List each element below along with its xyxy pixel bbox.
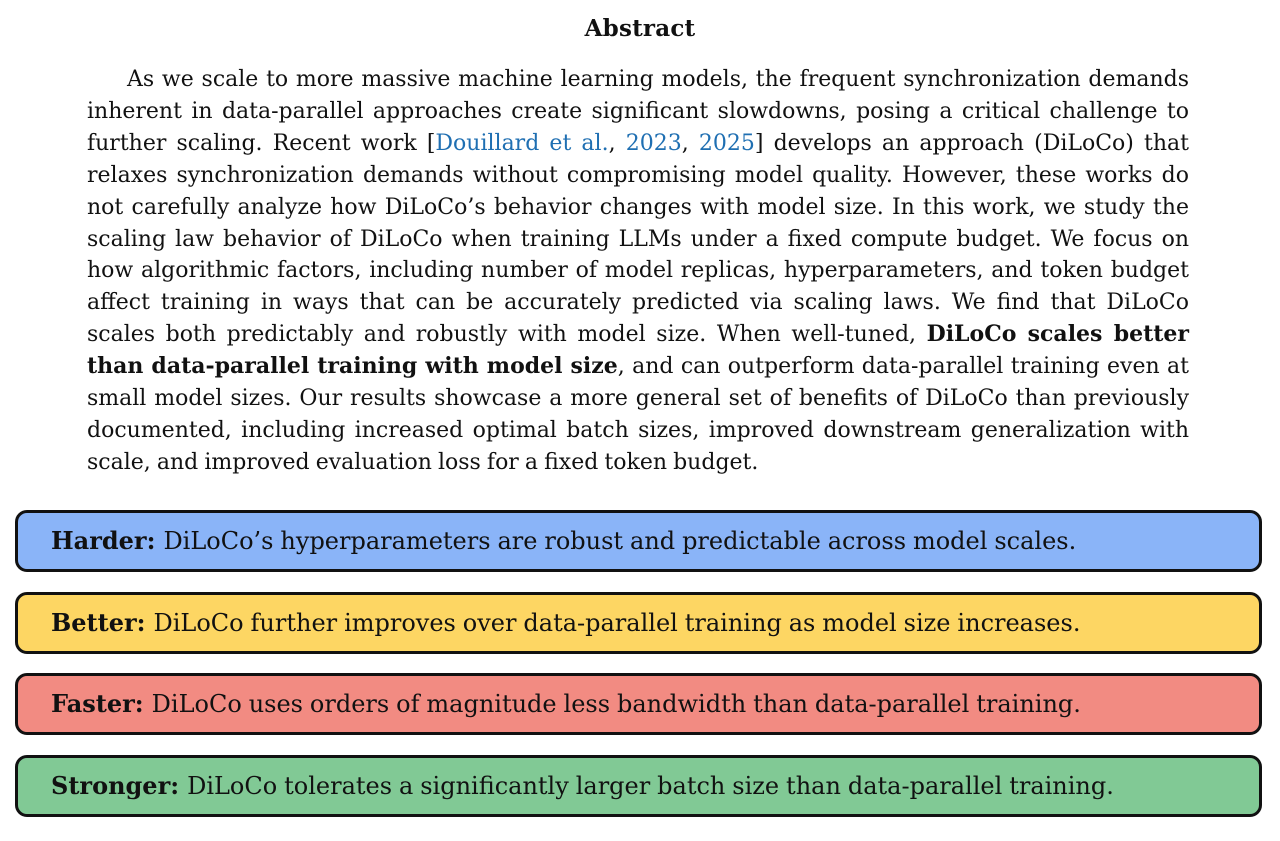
- abstract-text-part3: , and can outperform data-parallel training even at small model sizes. Our results showcase a more general set of benefits of DiLoCo than previously documented, including increased optimal batch sizes, improved downstream generalization with scale, and improved evaluation loss for a fixed token budget.: [87, 354, 1189, 475]
- citation-link-2023[interactable]: 2023: [625, 130, 682, 156]
- claim-box-faster: [15, 673, 1262, 735]
- abstract-text-part2: ] develops an approach (DiLoCo) that relaxes synchronization demands without compromising model quality. However, these works do not carefully analyze how DiLoCo’s behavior changes with model size. In this work, we study the scaling law behavior of DiLoCo when training LLMs under a fixed compute budget. We focus on how algorithmic factors, including number of model replicas, hyperparameters, and token budget affect training in ways that can be accurately predicted via scaling laws. We find that DiLoCo scales both predictably and robustly with model size. When well-tuned,: [87, 130, 1189, 348]
- claim-description-harder: DiLoCo’s hyperparameters are robust and predictable across model scales.: [163, 527, 1077, 555]
- claim-description-faster: DiLoCo uses orders of magnitude less bandwidth than data-parallel training.: [151, 690, 1081, 718]
- citation-separator: ,: [681, 130, 699, 156]
- claim-box-stronger: [15, 755, 1262, 817]
- claim-description-better: DiLoCo further improves over data-parallel training as model size increases.: [153, 609, 1081, 637]
- claim-description-stronger: DiLoCo tolerates a significantly larger batch size than data-parallel training.: [187, 772, 1114, 800]
- claim-text: [51, 608, 1080, 638]
- abstract-paragraph: [87, 64, 1189, 479]
- claim-label-faster: Faster:: [51, 689, 144, 718]
- claim-text: [51, 689, 1081, 719]
- claim-box-better: [15, 592, 1262, 654]
- abstract-heading: Abstract: [584, 15, 696, 42]
- claim-text: [51, 771, 1114, 801]
- citation-separator: ,: [608, 130, 626, 156]
- claim-text: [51, 526, 1076, 556]
- abstract-bold-claim: DiLoCo scales better than data-parallel training with model size: [87, 321, 1189, 380]
- claim-label-harder: Harder:: [51, 526, 156, 555]
- citation-link-2025[interactable]: 2025: [698, 130, 755, 156]
- claim-box-harder: [15, 510, 1262, 572]
- abstract-text-part1: As we scale to more massive machine learning models, the frequent synchronization demands inherent in data-parallel approaches create significant slowdowns, posing a critical challenge to further scaling. Recent work [: [87, 67, 1189, 156]
- citation-link-author[interactable]: Douillard et al.: [435, 130, 609, 156]
- claim-label-better: Better:: [51, 608, 146, 637]
- claim-label-stronger: Stronger:: [51, 771, 180, 800]
